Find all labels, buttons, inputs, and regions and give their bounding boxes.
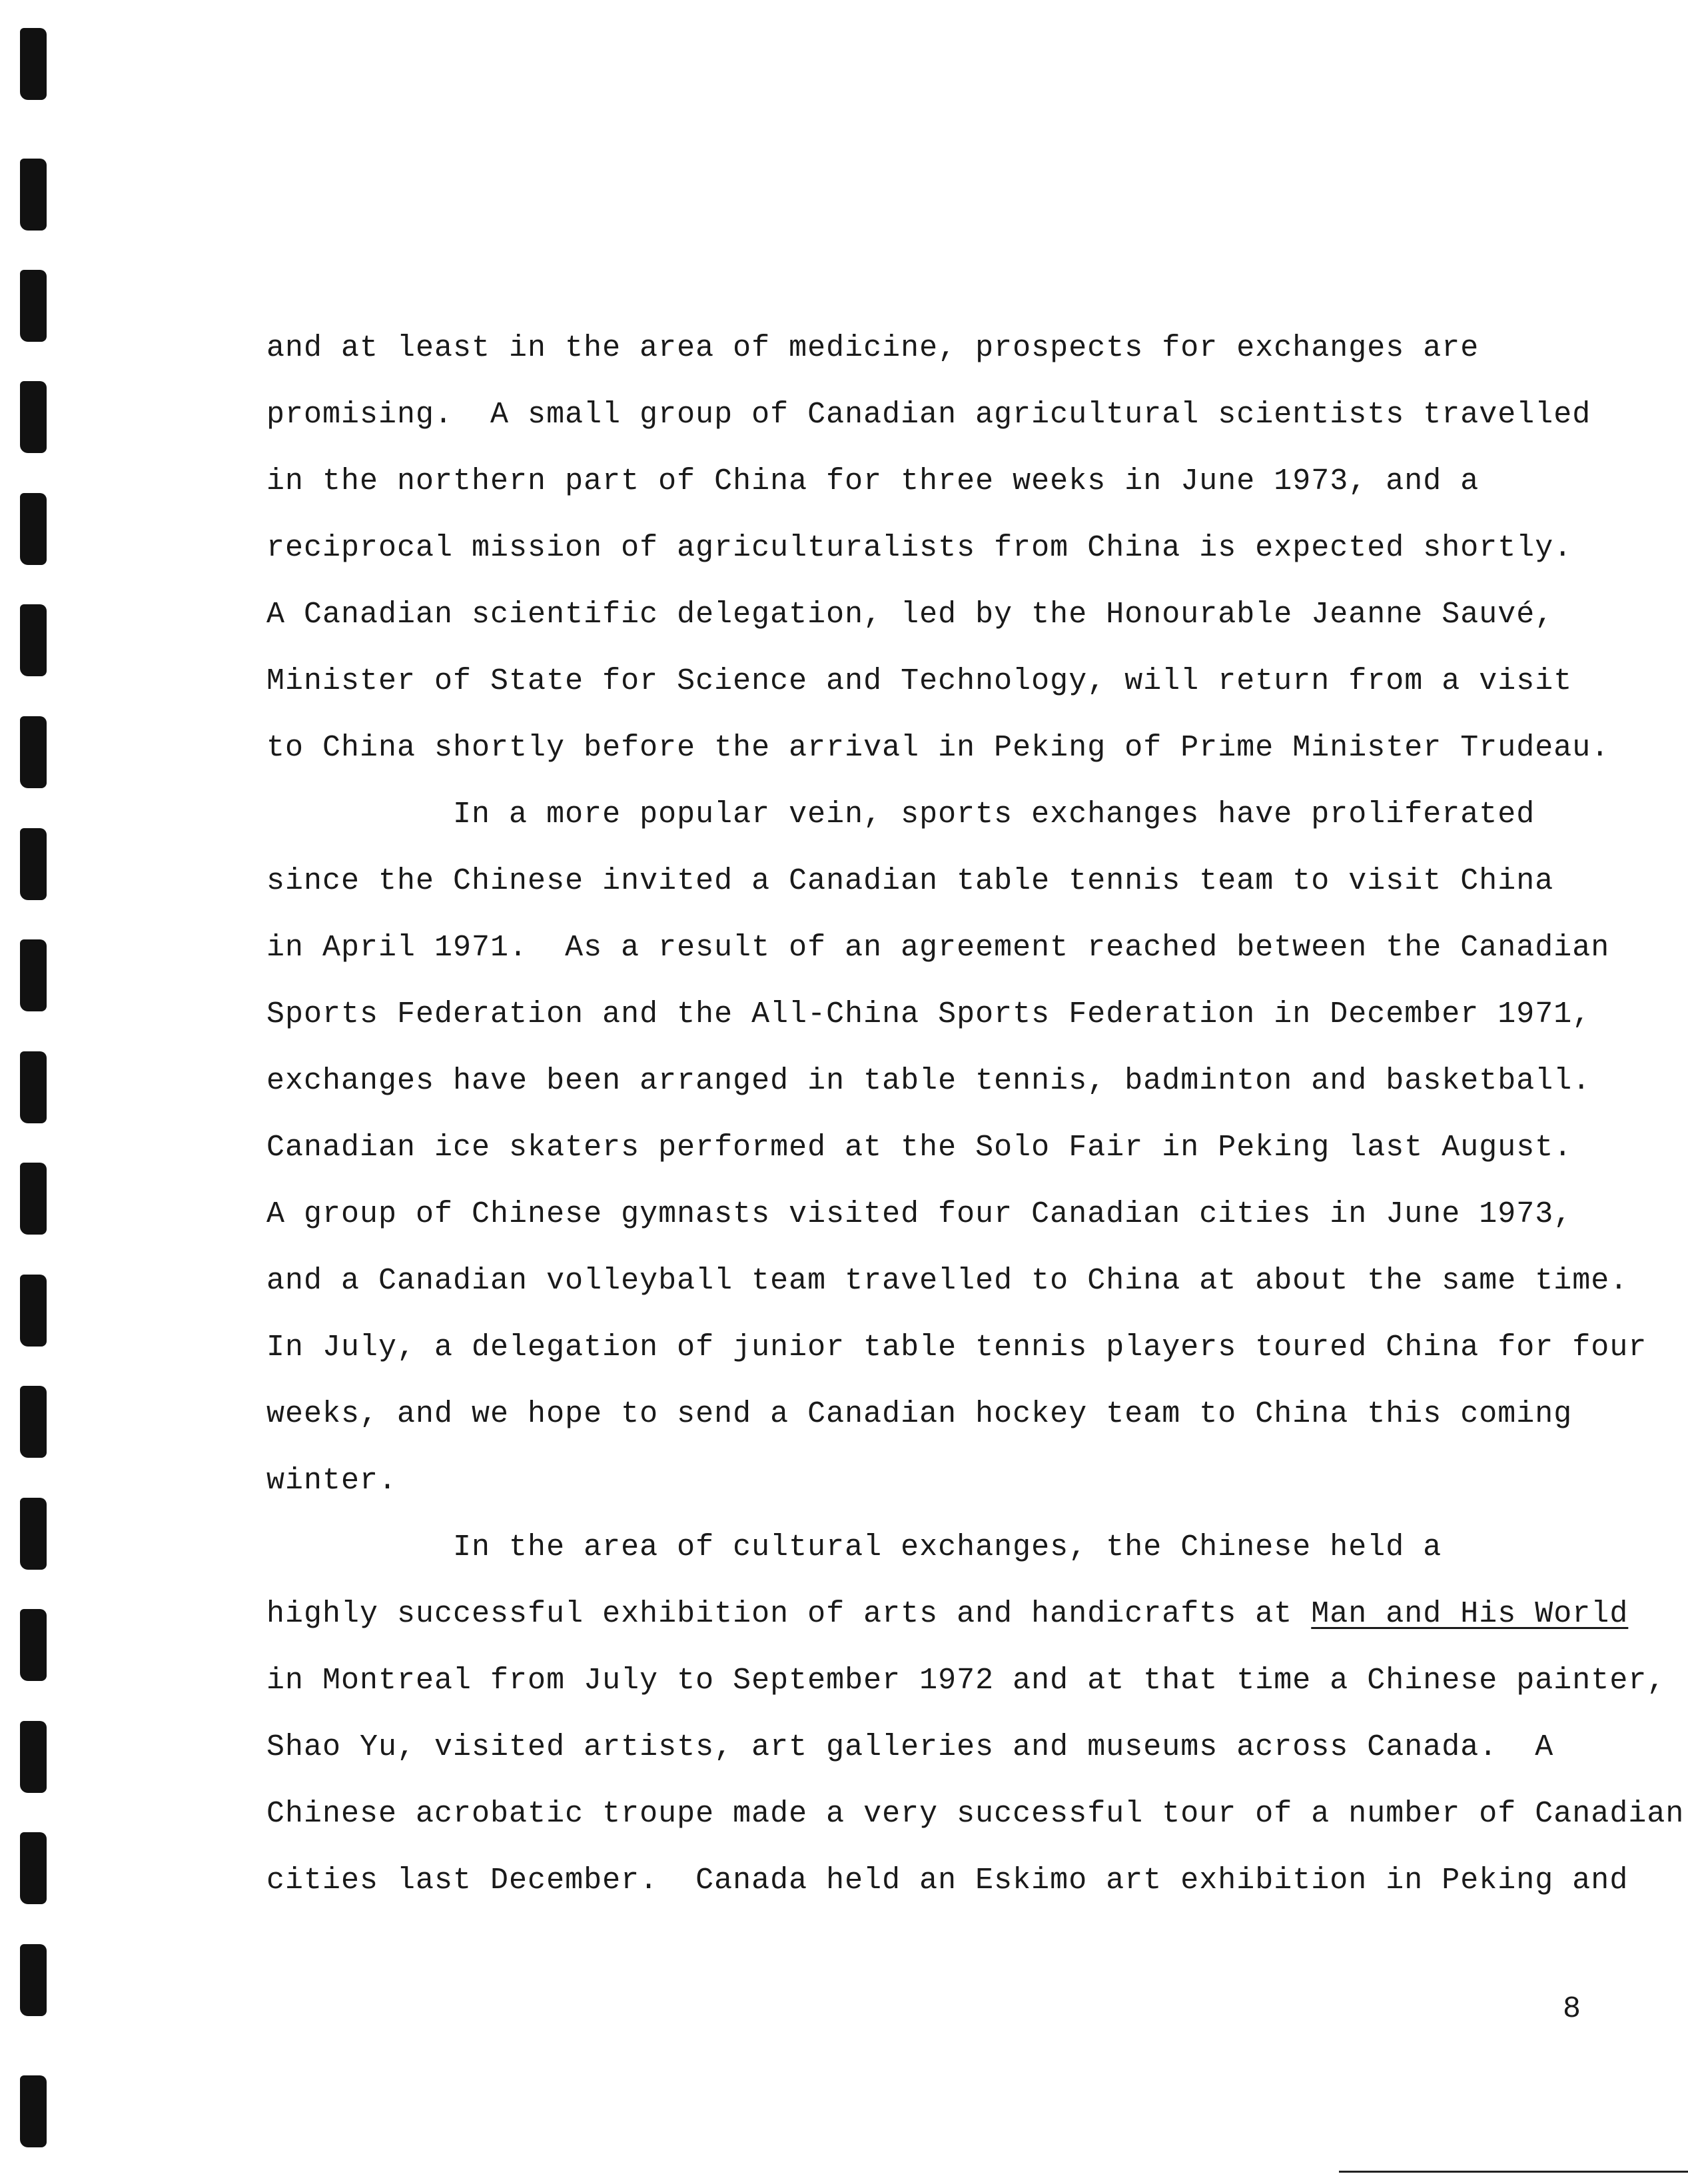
binding-punch-mark: [20, 1163, 47, 1235]
body-text-line: Minister of State for Science and Technology, will return from a visit: [266, 664, 1573, 698]
binding-punch-mark: [20, 1609, 47, 1681]
body-text-line: Chinese acrobatic troupe made a very successful tour of a number of Canadian: [266, 1797, 1685, 1831]
binding-punch-mark: [20, 1832, 47, 1904]
body-text-line: promising. A small group of Canadian agricultural scientists travelled: [266, 398, 1591, 432]
binding-punch-mark: [20, 939, 47, 1011]
body-text-line: A Canadian scientific delegation, led by the Honourable Jeanne Sauvé,: [266, 598, 1554, 632]
binding-punch-mark: [20, 28, 47, 100]
body-text-line: In July, a delegation of junior table tennis players toured China for four: [266, 1331, 1647, 1365]
body-text-line: Shao Yu, visited artists, art galleries and museums across Canada. A: [266, 1730, 1554, 1764]
body-text-line: exchanges have been arranged in table tennis, badminton and basketball.: [266, 1064, 1591, 1098]
body-text-line: A group of Chinese gymnasts visited four Canadian cities in June 1973,: [266, 1197, 1573, 1231]
paragraph-first-line: In the area of cultural exchanges, the Chinese held a: [266, 1530, 1442, 1564]
body-text-line: Sports Federation and the All-China Sports Federation in December 1971,: [266, 997, 1591, 1031]
underlined-event-title: Man and His World: [1311, 1597, 1629, 1631]
binding-punch-mark: [20, 2075, 47, 2147]
body-text-line: since the Chinese invited a Canadian table tennis team to visit China: [266, 864, 1554, 898]
bottom-rule: [1339, 2171, 1688, 2173]
binding-punch-mark: [20, 1275, 47, 1347]
binding-punch-mark: [20, 1721, 47, 1793]
body-text-line: in the northern part of China for three weeks in June 1973, and a: [266, 464, 1479, 498]
binding-punch-mark: [20, 604, 47, 676]
body-text-line: Canadian ice skaters performed at the Solo Fair in Peking last August.: [266, 1131, 1573, 1165]
binding-punch-mark: [20, 159, 47, 231]
page-number: 8: [1563, 1992, 1581, 2026]
body-text-line: [266, 1599, 1628, 1629]
body-text-line: to China shortly before the arrival in Peking of Prime Minister Trudeau.: [266, 731, 1610, 765]
binding-punch-mark: [20, 493, 47, 565]
body-text-line: in Montreal from July to September 1972 and at that time a Chinese painter,: [266, 1664, 1666, 1698]
body-text-line: in April 1971. As a result of an agreement reached between the Canadian: [266, 931, 1610, 965]
binding-punch-mark: [20, 270, 47, 342]
body-text-line: and at least in the area of medicine, prospects for exchanges are: [266, 331, 1479, 365]
binding-punch-mark: [20, 1051, 47, 1123]
binding-punch-mark: [20, 828, 47, 900]
body-text-line: weeks, and we hope to send a Canadian hockey team to China this coming: [266, 1397, 1573, 1431]
binding-punch-mark: [20, 1386, 47, 1458]
binding-punch-mark: [20, 381, 47, 453]
body-text-segment: highly successful exhibition of arts and handicrafts at: [266, 1597, 1312, 1631]
body-text-line: winter.: [266, 1464, 398, 1498]
body-text-line: and a Canadian volleyball team travelled to China at about the same time.: [266, 1264, 1629, 1298]
binding-punch-mark: [20, 1498, 47, 1570]
body-text-line: cities last December. Canada held an Eskimo art exhibition in Peking and: [266, 1864, 1629, 1898]
body-text-line: reciprocal mission of agriculturalists from China is expected shortly.: [266, 531, 1573, 565]
binding-punch-mark: [20, 1944, 47, 2016]
binding-punch-mark: [20, 716, 47, 788]
paragraph-first-line: In a more popular vein, sports exchanges have proliferated: [266, 798, 1535, 831]
